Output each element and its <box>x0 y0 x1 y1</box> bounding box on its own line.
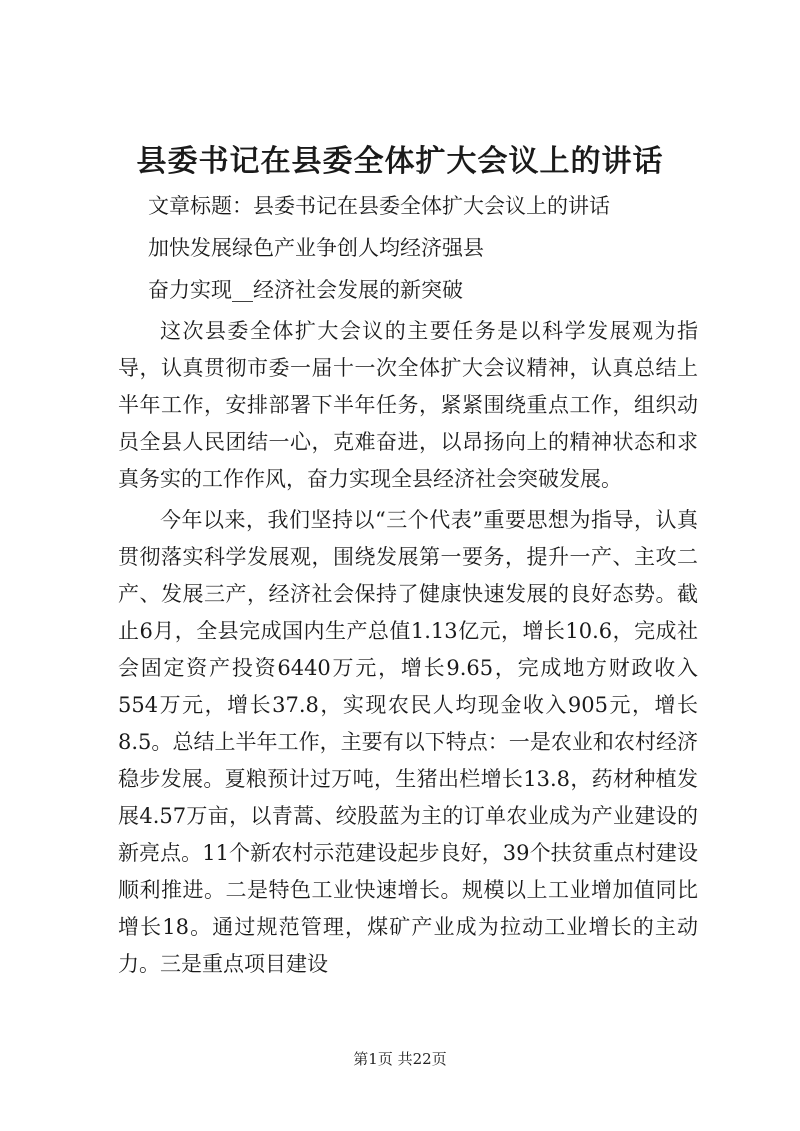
subtitle-line: 奋力实现__经济社会发展的新突破 <box>148 278 463 302</box>
subtitle-line: 加快发展绿色产业争创人均经济强县 <box>148 236 484 260</box>
page-number: 第1页 共22页 <box>353 1050 447 1068</box>
document-title: 县委书记在县委全体扩大会议上的讲话 <box>136 144 664 179</box>
body-paragraph: 今年以来，我们坚持以“三个代表”重要思想为指导，认真贯彻落实科学发展观，围绕发展第一要务，提升一产、主攻二产、发展三产，经济社会保持了健康快速发展的良好态势。截止6月，全县完成国内生产总值1.13亿元，增长10.6，完成社会固定资产投资6440万元，增长9.65，完成地方财政收入554万元，增长37.8，实现农民人均现金收入905元，增长8.5。总结上半年工作，主要有以下特点：一是农业和农村经济稳步发展。夏粮预计过万吨，生猪出栏增长13.8，药材种植发展4.57万亩，以青蒿、绞股蓝为主的订单农业成为产业建设的新亮点。11个新农村示范建设起步良好，39个扶贫重点村建设顺利推进。二是特色工业快速增长。规模以上工业增加值同比增长18。通过规范管理，煤矿产业成为拉动工业增长的主动力。三是重点项目建设 <box>118 508 698 976</box>
document-body <box>118 185 698 983</box>
body-paragraph: 这次县委全体扩大会议的主要任务是以科学发展观为指导，认真贯彻市委一届十一次全体扩大会议精神，认真总结上半年工作，安排部署下半年任务，紧紧围绕重点工作，组织动员全县人民团结一心，克难奋进，以昂扬向上的精神状态和求真务实的工作作风，奋力实现全县经济社会突破发展。 <box>118 319 698 491</box>
article-title-line: 文章标题：县委书记在县委全体扩大会议上的讲话 <box>148 194 610 218</box>
